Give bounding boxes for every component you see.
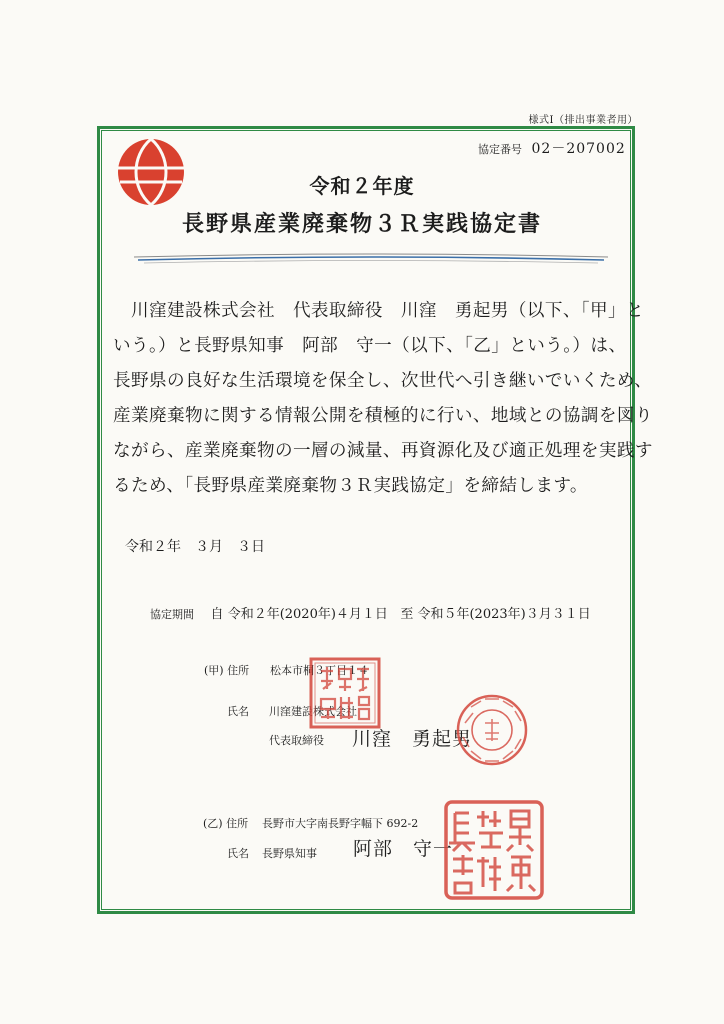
body-line: 産業廃棄物に関する情報公開を積極的に行い、地域との協調を図り	[113, 406, 653, 426]
body-line: いう。）と長野県知事 阿部 守一（以下、「乙」という。）は、	[113, 336, 627, 356]
party-a-address: 松本市桐３丁目１４	[270, 664, 369, 677]
party-a-rep-name: 川窪 勇起男	[352, 728, 473, 750]
governor-seal-stamp	[443, 799, 545, 901]
party-b-address: 長野市大字南長野字幅下 692-2	[262, 817, 419, 830]
party-a-name-label: 氏名	[227, 705, 249, 718]
period-label: 協定期間	[150, 608, 194, 621]
party-b-name: 阿部 守一	[353, 838, 454, 860]
agreement-body	[113, 294, 653, 504]
period-from: 令和２年(2020年)４月１日	[227, 607, 388, 622]
certificate-frame-inner	[101, 130, 653, 910]
signing-date: 令和２年 ３月 ３日	[125, 539, 265, 555]
party-a-company: 川窪建設株式会社	[269, 705, 357, 718]
period-to-label: 至	[400, 607, 414, 622]
party-a-rep-title: 代表取締役	[269, 734, 324, 747]
agreement-period	[150, 603, 591, 622]
agreement-number-label: 協定番号	[478, 143, 522, 156]
form-code: 様式Ⅰ（排出事業者用）	[528, 115, 638, 126]
title-main: 長野県産業廃棄物３Ｒ実践協定書	[181, 211, 542, 237]
party-b-title: 長野県知事	[262, 847, 317, 860]
period-from-label: 自	[210, 607, 224, 622]
body-line: るため、「長野県産業廃棄物３Ｒ実践協定」を締結します。	[113, 476, 588, 496]
party-b-name-label: 氏名	[227, 847, 249, 860]
body-line: ながら、産業廃棄物の一層の減量、再資源化及び適正処理を実践す	[113, 441, 653, 461]
period-to: 令和５年(2023年)３月３１日	[417, 607, 591, 622]
agreement-number-value: 02－207002	[531, 141, 626, 157]
party-a-address-label: (甲) 住所	[204, 664, 250, 677]
agreement-number	[478, 138, 626, 158]
body-line: 長野県の良好な生活環境を保全し、次世代へ引き継いでいくため、	[113, 371, 653, 391]
decorative-rule	[134, 252, 608, 266]
company-seal-stamp	[309, 657, 381, 729]
title-year: 令和２年度	[309, 174, 415, 198]
party-b-address-label: (乙) 住所	[203, 817, 249, 830]
representative-seal-stamp	[455, 693, 529, 767]
body-line: 川窪建設株式会社 代表取締役 川窪 勇起男（以下、「甲」と	[113, 301, 645, 321]
